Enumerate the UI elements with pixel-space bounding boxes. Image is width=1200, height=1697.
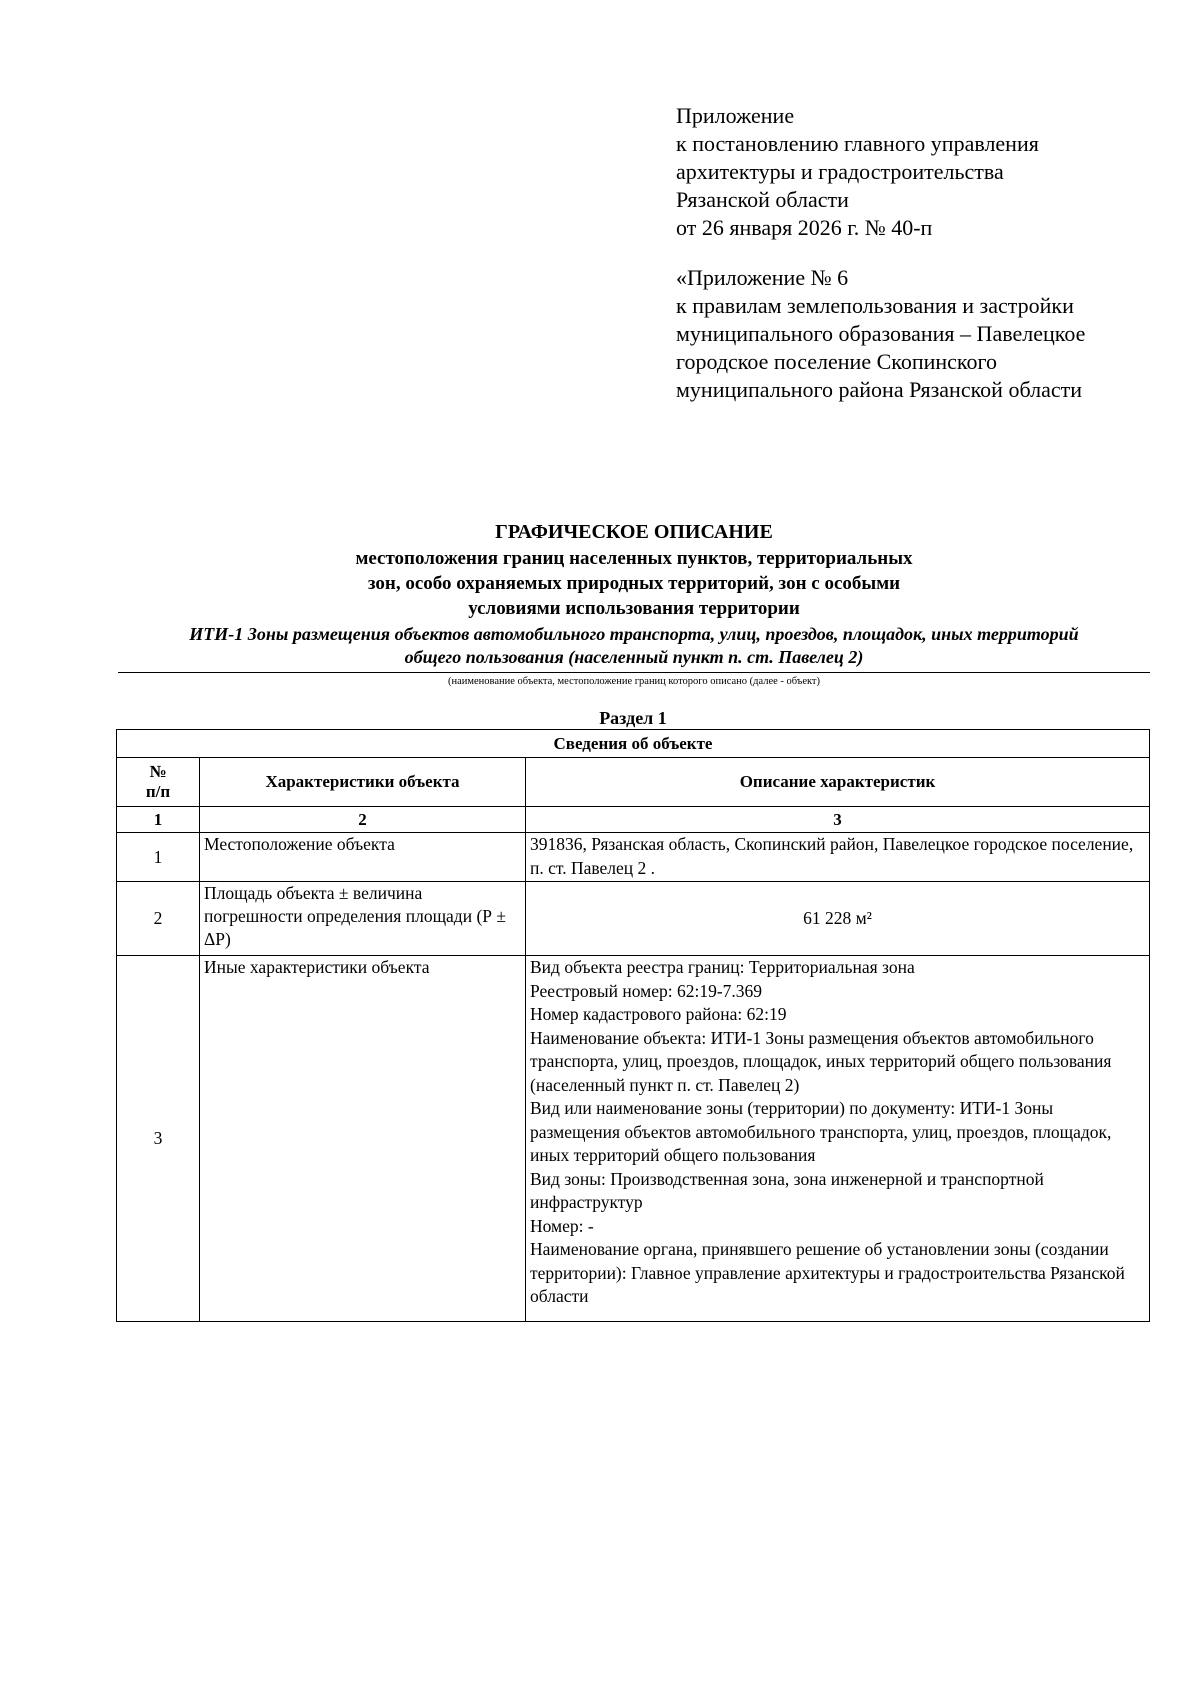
description-line: Реестровый номер: 62:19-7.369	[530, 980, 763, 1001]
row-number: 2	[117, 882, 200, 956]
appendix-line: «Приложение № 6	[676, 265, 849, 290]
appendix-line: муниципального образования – Павелецкое	[676, 321, 1086, 346]
table-row	[117, 956, 1150, 1322]
appendix-line: к правилам землепользования и застройки	[676, 293, 1074, 318]
row-characteristic: Местоположение объекта	[200, 833, 526, 882]
header-characteristic: Характеристики объекта	[200, 758, 526, 807]
description-line: Наименование объекта: ИТИ-1 Зоны размещения объектов автомобильного транспорта, улиц, проездов, площадок, иных территорий общего пользования (населенный пункт п. ст. Павелец 2)	[530, 1027, 1112, 1095]
appendix-date-line: от 26 января 2026 г. № 40-п	[676, 215, 933, 240]
document-title: ГРАФИЧЕСКОЕ ОПИСАНИЕ	[495, 521, 773, 543]
table-caption-row	[117, 730, 1150, 758]
row-description: 391836, Рязанская область, Скопинский район, Павелецкое городское поселение, п. ст. Павелец 2 .	[526, 833, 1150, 882]
header-number: № п/п	[117, 758, 200, 807]
object-name-line: ИТИ-1 Зоны размещения объектов автомобильного транспорта, улиц, проездов, площадок, иных территорий	[189, 624, 1079, 644]
appendix-line: к постановлению главного управления	[676, 131, 1039, 156]
row-characteristic: Площадь объекта ± величина погрешности определения площади (Р ± ΔР)	[200, 882, 526, 956]
object-caption: (наименование объекта, местоположение границ которого описано (далее - объект)	[447, 676, 821, 687]
appendix-line: городское поселение Скопинского	[676, 349, 997, 374]
appendix-line: Приложение	[676, 103, 795, 128]
table-column-numbers-row	[117, 807, 1150, 833]
description-line: Номер кадастрового района: 62:19	[530, 1004, 787, 1024]
table-caption: Сведения об объекте	[117, 730, 1150, 758]
description-line: Номер: -	[530, 1215, 594, 1236]
description-line: Наименование органа, принявшего решение об установлении зоны (создании территории): Главное управление архитектуры и градостроительства Рязанской области	[530, 1239, 1125, 1306]
document-subtitle-line: зон, особо охраняемых природных территорий, зон с особыми	[367, 573, 901, 594]
document-title-block	[118, 518, 1150, 690]
column-number: 3	[526, 807, 1150, 833]
description-line: Вид объекта реестра границ: Территориальная зона	[530, 957, 915, 977]
appendix-line: архитектуры и градостроительства	[676, 159, 1004, 184]
table-row	[117, 833, 1150, 882]
appendix-header	[676, 102, 1156, 404]
description-line: Вид зоны: Производственная зона, зона инженерной и транспортной инфраструктур	[530, 1168, 1044, 1212]
appendix-line: Рязанской области	[676, 187, 849, 212]
row-description-area: 61 228 м²	[526, 882, 1150, 956]
column-number: 1	[117, 807, 200, 833]
row-characteristic: Иные характеристики объекта	[200, 956, 526, 1322]
description-line: Вид или наименование зоны (территории) по документу: ИТИ-1 Зоны размещения объектов автомобильного транспорта, улиц, проездов, площадок, иных территорий общего пользования	[530, 1098, 1112, 1165]
object-name	[118, 623, 1150, 673]
row-number: 3	[117, 956, 200, 1322]
section-title: Раздел 1	[599, 708, 667, 728]
row-number: 1	[117, 833, 200, 882]
header-description: Описание характеристик	[526, 758, 1150, 807]
document-subtitle-line: местоположения границ населенных пунктов, территориальных	[355, 548, 913, 569]
object-name-line: общего пользования (населенный пункт п. ст. Павелец 2)	[404, 647, 864, 667]
document-subtitle-line: условиями использования территории	[468, 598, 800, 619]
table-row	[117, 882, 1150, 956]
column-number: 2	[200, 807, 526, 833]
object-info-table	[116, 729, 1150, 1322]
table-header-row	[117, 758, 1150, 807]
row-description	[526, 956, 1150, 1322]
appendix-line: муниципального района Рязанской области	[676, 377, 1082, 402]
